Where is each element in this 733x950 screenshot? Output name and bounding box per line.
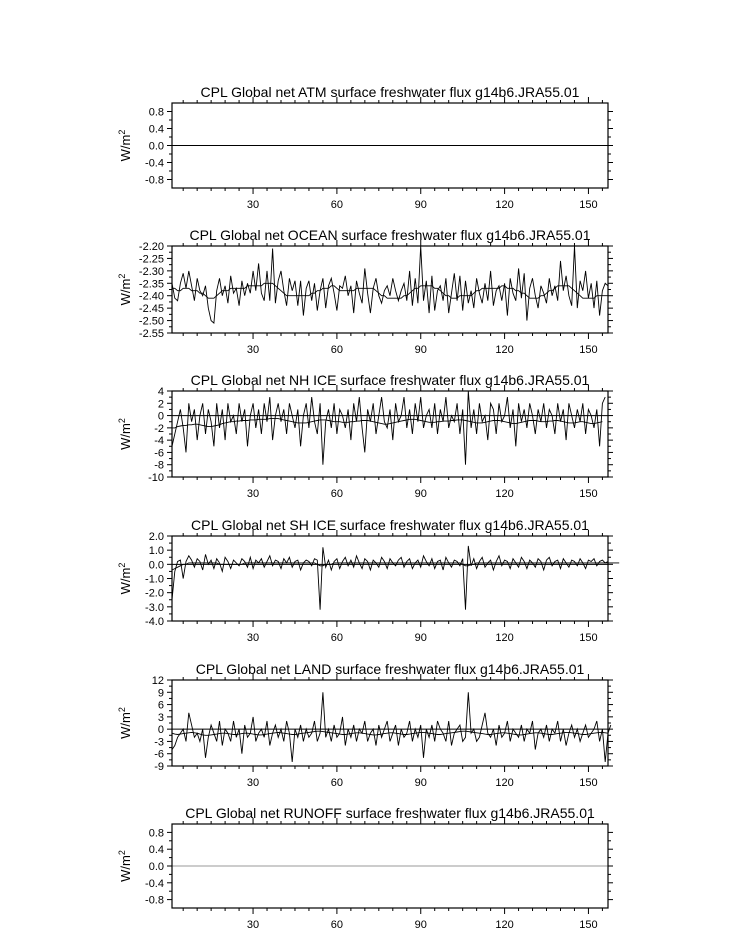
y-tick-label: -2.40 [138, 290, 164, 303]
y-tick-label: -4 [154, 435, 164, 448]
y-tick-label: 0.4 [148, 844, 164, 857]
y-tick-label: -1.0 [145, 573, 164, 586]
x-tick-label: 30 [246, 199, 260, 211]
y-tick-label: -2.45 [138, 303, 164, 316]
y-tick-label: -2.0 [145, 587, 164, 600]
plot-frame [172, 680, 608, 766]
x-tick-label: 30 [246, 488, 260, 500]
x-tick-label: 90 [414, 919, 427, 931]
chart-panel-4 [117, 517, 619, 644]
y-tick-label: -2.35 [138, 278, 164, 291]
y-tick-label: -6 [154, 447, 164, 460]
x-tick-label: 150 [579, 919, 598, 931]
y-tick-label: -0.8 [145, 894, 164, 907]
series-line-1 [172, 692, 611, 762]
y-tick-label: 3 [157, 711, 164, 724]
y-axis-label: $W/m^2$ [117, 850, 133, 882]
x-tick-label: 150 [579, 199, 598, 211]
y-tick-label: -2.30 [138, 265, 164, 278]
x-tick-label: 150 [579, 344, 598, 356]
plot-frame [172, 391, 608, 477]
y-tick-label: 6 [157, 699, 164, 712]
chart-title: CPL Global net OCEAN surface freshwater flux g14b6.JRA55.01 [189, 227, 591, 243]
y-tick-label: -10 [148, 472, 164, 484]
chart-title: CPL Global net ATM surface freshwater flux g14b6.JRA55.01 [200, 84, 580, 100]
x-tick-label: 60 [330, 199, 344, 211]
y-tick-label: 0.0 [148, 861, 164, 873]
x-tick-label: 120 [495, 344, 514, 356]
y-tick-label: -6 [154, 748, 164, 761]
y-axis-label: $W/m^2$ [117, 418, 133, 450]
y-tick-label: -0.4 [145, 157, 164, 170]
x-tick-label: 60 [330, 919, 344, 931]
x-tick-label: 30 [246, 632, 260, 644]
chart-panel-1 [117, 84, 613, 211]
y-tick-label: 0.8 [148, 827, 164, 840]
chart-title: CPL Global net SH ICE surface freshwater flux g14b6.JRA55.01 [191, 517, 589, 533]
y-tick-label: 0.8 [148, 106, 164, 119]
chart-title: CPL Global net NH ICE surface freshwater flux g14b6.JRA55.01 [190, 372, 590, 388]
y-tick-label: -9 [154, 761, 164, 773]
y-tick-label: 1.0 [148, 545, 164, 558]
y-tick-label: -2.25 [138, 253, 164, 266]
chart-panel-3 [117, 372, 613, 500]
x-tick-label: 60 [330, 632, 344, 644]
x-tick-label: 120 [495, 777, 514, 789]
series-line-1 [172, 246, 608, 323]
x-tick-label: 30 [246, 919, 260, 931]
series-line-1 [172, 391, 605, 465]
y-tick-label: 2 [157, 398, 164, 411]
x-tick-label: 60 [330, 344, 344, 356]
chart-panel-6 [117, 805, 613, 931]
y-axis-label: $W/m^2$ [117, 562, 133, 595]
x-tick-label: 90 [414, 777, 427, 789]
x-tick-label: 30 [246, 344, 260, 356]
x-tick-label: 150 [579, 632, 598, 644]
y-tick-label: 0 [157, 410, 164, 423]
y-tick-label: 9 [157, 687, 164, 700]
y-tick-label: 0 [157, 724, 164, 737]
chart-title: CPL Global net LAND surface freshwater flux g14b6.JRA55.01 [195, 661, 585, 677]
x-tick-label: 90 [414, 344, 427, 356]
y-tick-label: 0.0 [148, 559, 164, 572]
y-axis-label: $W/m^2$ [117, 129, 133, 162]
series-line-1 [172, 546, 608, 610]
x-tick-label: 120 [495, 488, 514, 500]
x-tick-label: 90 [414, 488, 427, 500]
x-tick-label: 120 [495, 919, 514, 931]
y-tick-label: -2.20 [138, 241, 164, 253]
y-tick-label: 12 [151, 675, 164, 687]
y-axis-label: $W/m^2$ [117, 707, 133, 739]
x-tick-label: 150 [579, 777, 598, 789]
x-tick-label: 90 [414, 632, 427, 644]
y-tick-label: -2 [154, 422, 164, 435]
plot-frame [172, 536, 608, 621]
x-tick-label: 90 [414, 199, 427, 211]
x-tick-label: 150 [579, 488, 598, 500]
x-tick-label: 120 [495, 632, 514, 644]
chart-panel-5 [117, 661, 613, 789]
chart-panel-2 [117, 227, 613, 356]
y-tick-label: -2.50 [138, 315, 164, 328]
x-tick-label: 60 [330, 488, 344, 500]
y-tick-label: -8 [154, 459, 164, 472]
y-tick-label: 4 [157, 386, 164, 398]
x-tick-label: 120 [495, 199, 514, 211]
y-tick-label: 2.0 [148, 531, 164, 543]
x-tick-label: 30 [246, 777, 260, 789]
y-tick-label: -4.0 [145, 616, 164, 628]
x-tick-label: 60 [330, 777, 344, 789]
y-tick-label: -0.8 [145, 174, 164, 187]
y-tick-label: -3.0 [145, 601, 164, 614]
y-tick-label: -0.4 [145, 877, 164, 890]
y-tick-label: -3 [154, 736, 164, 749]
chart-title: CPL Global net RUNOFF surface freshwater flux g14b6.JRA55.01 [185, 805, 595, 821]
y-tick-label: 0.0 [148, 140, 164, 153]
y-axis-label: $W/m^2$ [117, 273, 133, 306]
y-tick-label: -2.55 [138, 328, 164, 340]
y-tick-label: 0.4 [148, 123, 164, 136]
